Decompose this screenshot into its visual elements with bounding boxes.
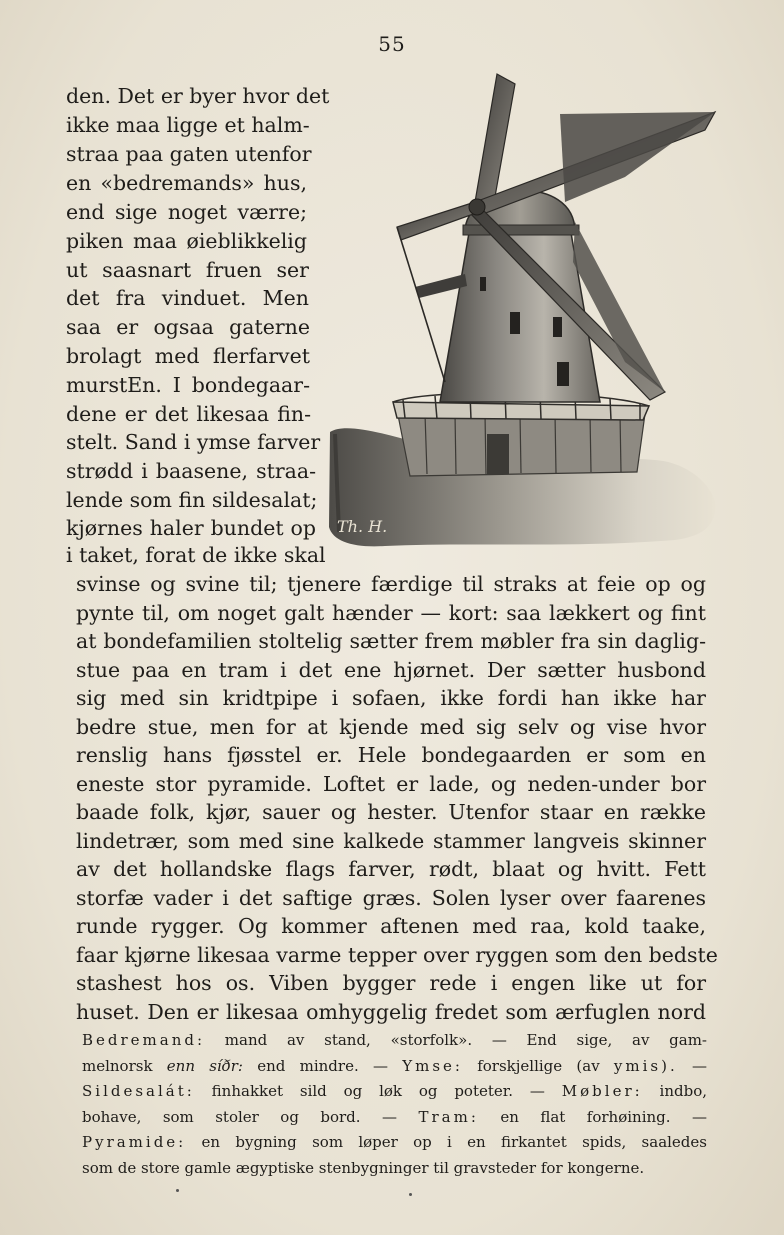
text-line: piken maa øieblikkelig bbox=[66, 229, 307, 253]
footnote-term: Sildesalát: bbox=[82, 1082, 195, 1100]
footnote-text: — bbox=[692, 1056, 707, 1075]
footnote-text: en flat forhøining. — bbox=[500, 1107, 707, 1126]
text-line: renslig hans fjøsstel er. Hele bondegaarden er som en bbox=[76, 743, 706, 767]
tower-window-1 bbox=[510, 312, 520, 334]
text-line: ut saasnart fruen ser bbox=[66, 258, 309, 282]
text-line: straa paa gaten utenfor bbox=[66, 142, 312, 166]
page-number: 55 bbox=[378, 32, 406, 56]
footnote-text: en bygning som løper op i en firkantet spids, saaledes bbox=[201, 1133, 707, 1151]
footnote-term: Bedremand: bbox=[82, 1031, 206, 1049]
tower-window-3 bbox=[557, 362, 569, 386]
text-line: en «bedremands» hus, bbox=[66, 171, 307, 195]
text-line: faar kjørne likesaa varme tepper over ryggen som den bedste bbox=[76, 943, 718, 967]
footnotes bbox=[82, 1028, 707, 1181]
footnote-text: bohave, som stoler og bord. — bbox=[82, 1107, 398, 1126]
text-line: baade folk, kjør, sauer og hester. Utenfor staar en række bbox=[76, 800, 706, 824]
text-line: eneste stor pyramide. Loftet er lade, og neden-under bor bbox=[76, 772, 706, 796]
text-line: end sige noget værre; bbox=[66, 200, 307, 224]
footnote-line bbox=[82, 1156, 707, 1182]
footnote-text: indbo, bbox=[659, 1082, 707, 1100]
text-line: stashest hos os. Viben bygger rede i engen like ut for bbox=[76, 971, 706, 995]
footnote-line bbox=[82, 1079, 707, 1105]
text-line: murstEn. I bondegaar- bbox=[66, 373, 310, 397]
text-line: pynte til, om noget galt hænder — kort: saa lækkert og fint bbox=[76, 601, 706, 625]
text-line: det fra vinduet. Men bbox=[66, 286, 309, 310]
print-speck bbox=[176, 1189, 179, 1192]
text-line: svinse og svine til; tjenere færdige til straks at feie op og bbox=[76, 572, 706, 596]
text-line: den. Det er byer hvor det bbox=[66, 84, 330, 108]
footnote-text: finhakket sild og løk og poteter. — bbox=[211, 1082, 545, 1100]
text-line: bedre stue, men for at kjende med sig selv og vise hvor bbox=[76, 715, 706, 739]
footnote-line bbox=[82, 1105, 707, 1131]
text-line: av det hollandske flags farver, rødt, blaat og hvitt. Fett bbox=[76, 857, 706, 881]
footnote-text: melnorsk bbox=[82, 1056, 153, 1075]
footnote-text: forskjellige (av bbox=[477, 1056, 600, 1075]
footnote-italic: enn síðr: bbox=[166, 1056, 243, 1075]
footnote-line bbox=[82, 1028, 707, 1054]
text-line: saa er ogsaa gaterne bbox=[66, 315, 310, 339]
text-line: ikke maa ligge et halm- bbox=[66, 113, 310, 137]
text-line: strødd i baasene, straa- bbox=[66, 459, 316, 483]
text-line: dene er det likesaa fin- bbox=[66, 402, 311, 426]
text-line: i taket, forat de ikke skal bbox=[66, 543, 326, 567]
footnote-line bbox=[82, 1130, 707, 1156]
text-line: stelt. Sand i ymse farver bbox=[66, 430, 321, 454]
footnote-term: Pyramide: bbox=[82, 1133, 187, 1151]
footnote-line bbox=[82, 1054, 707, 1080]
footnote-term: ymis). bbox=[613, 1056, 678, 1075]
footnote-term: Ymse: bbox=[402, 1056, 463, 1075]
footnote-term: Tram: bbox=[418, 1107, 479, 1126]
text-line: storfæ vader i det saftige græs. Solen lyser over faarenes bbox=[76, 886, 706, 910]
tower-window-4 bbox=[480, 277, 486, 291]
text-line: brolagt med flerfarvet bbox=[66, 344, 310, 368]
footnote-text: som de store gamle ægyptiske stenbygninger til gravsteder for kongerne. bbox=[82, 1158, 645, 1177]
text-line: lende som fin sildesalat; bbox=[66, 488, 318, 512]
windmill-illustration bbox=[325, 62, 720, 552]
text-line: at bondefamilien stoltelig sætter frem møbler fra sin daglig- bbox=[76, 629, 706, 653]
text-line: stue paa en tram i det ene hjørnet. Der sætter husbond bbox=[76, 658, 706, 682]
footnote-term: Møbler: bbox=[561, 1082, 643, 1100]
cap-rim bbox=[463, 225, 579, 235]
footnote-text: end mindre. — bbox=[257, 1056, 388, 1075]
artist-signature: Th. H. bbox=[337, 517, 388, 536]
tower-window-2 bbox=[553, 317, 562, 337]
text-line: lindetrær, som med sine kalkede stammer langveis skinner bbox=[76, 829, 706, 853]
footnote-text: mand av stand, «storfolk». — End sige, av gam- bbox=[224, 1031, 707, 1049]
text-line: runde rygger. Og kommer aftenen med raa, kold taake, bbox=[76, 914, 706, 938]
text-line: huset. Den er likesaa omhyggelig fredet som ærfuglen nord bbox=[76, 1000, 706, 1024]
mill-door bbox=[487, 434, 509, 474]
text-line: sig med sin kridtpipe i sofaen, ikke fordi han ikke har bbox=[76, 686, 706, 710]
text-line: kjørnes haler bundet op bbox=[66, 516, 316, 540]
print-speck bbox=[409, 1193, 412, 1196]
